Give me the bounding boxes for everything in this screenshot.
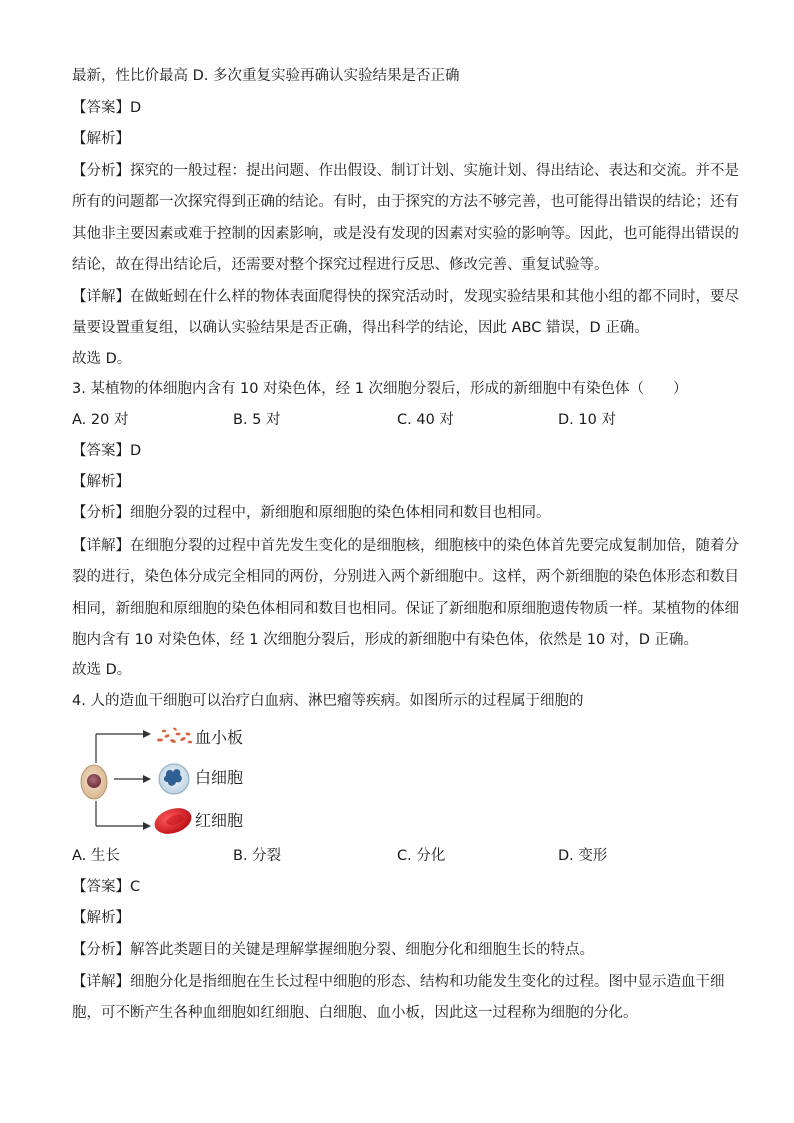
platelet-label: 血小板	[195, 728, 244, 747]
q3-option-c: C. 40 对	[397, 412, 454, 428]
question-4: 4. 人的造血干细胞可以治疗白血病、淋巴瘤等疾病。如图所示的过程属于细胞的	[72, 693, 584, 709]
answer-line: 【答案】C	[72, 879, 141, 895]
cell-differentiation-diagram	[72, 720, 332, 845]
text-line: 胞内含有 10 对染色体，经 1 次细胞分裂后，形成的新细胞中有染色体，依然是 10 对，D 正确。	[72, 632, 699, 648]
text-line: 故选 D。	[72, 662, 132, 678]
text-line: 结论，故在得出结论后，还需要对整个探究过程进行反思、修改完善、重复试验等。	[72, 257, 609, 273]
analysis-heading: 【解析】	[72, 474, 130, 490]
analysis-heading: 【解析】	[72, 131, 130, 147]
q3-option-d: D. 10 对	[558, 412, 616, 428]
q4-option-a: A. 生长	[72, 848, 120, 864]
text-line: 所有的问题都一次探究得到正确的结论。有时，由于探究的方法不够完善，也可能得出错误的结论；还有	[72, 194, 739, 210]
stem-cell-icon	[81, 765, 107, 799]
white-blood-cell-icon	[159, 764, 189, 794]
answer-line: 【答案】D	[72, 443, 142, 459]
q4-option-d: D. 变形	[558, 848, 608, 864]
text-line: 【详解】细胞分化是指细胞在生长过程中细胞的形态、结构和功能发生变化的过程。图中显示造血干细	[72, 974, 725, 990]
q4-option-c: C. 分化	[397, 848, 446, 864]
q4-option-b: B. 分裂	[233, 848, 282, 864]
text-line: 【详解】在细胞分裂的过程中首先发生变化的是细胞核，细胞核中的染色体首先要完成复制加倍，随着分	[72, 538, 739, 554]
platelet-icon	[157, 727, 192, 744]
text-line: 【分析】细胞分裂的过程中，新细胞和原细胞的染色体相同和数目也相同。	[72, 505, 551, 521]
q3-option-b: B. 5 对	[233, 412, 281, 428]
red-blood-cell-icon	[151, 804, 195, 839]
text-line: 裂的进行，染色体分成完全相同的两份，分别进入两个新细胞中。这样，两个新细胞的染色体形态和数目	[72, 569, 739, 585]
text-line: 【分析】解答此类题目的关键是理解掌握细胞分裂、细胞分化和细胞生长的特点。	[72, 942, 594, 958]
text-line: 故选 D。	[72, 351, 132, 367]
question-3: 3. 某植物的体细胞内含有 10 对染色体，经 1 次细胞分裂后，形成的新细胞中有染色体（ ）	[72, 381, 688, 397]
q3-option-a: A. 20 对	[72, 412, 129, 428]
text-line: 【详解】在做蚯蚓在什么样的物体表面爬得快的探究活动时，发现实验结果和其他小组的都不同时，要尽	[72, 289, 739, 305]
arrow-heads	[143, 730, 151, 830]
text-line: 【分析】探究的一般过程：提出问题、作出假设、制订计划、实施计划、得出结论、表达和交流。并不是	[72, 163, 739, 179]
text-line: 最新，性比价最高 D. 多次重复实验再确认实验结果是否正确	[72, 68, 460, 84]
text-line: 胞，可不断产生各种血细胞如红细胞、白细胞、血小板，因此这一过程称为细胞的分化。	[72, 1005, 638, 1021]
analysis-heading: 【解析】	[72, 910, 130, 926]
text-line: 相同，新细胞和原细胞的染色体相同和数目也相同。保证了新细胞和原细胞遗传物质一样。某植物的体细	[72, 601, 739, 617]
red-blood-cell-label: 红细胞	[195, 811, 244, 830]
text-line: 量要设置重复组，以确认实验结果是否正确，得出科学的结论，因此 ABC 错误，D 正确。	[72, 320, 649, 336]
text-line: 其他非主要因素或难于控制的因素影响，或是没有发现的因素对实验的影响等。因此，也可能得出错误的	[72, 226, 739, 242]
answer-line: 【答案】D	[72, 100, 142, 116]
white-blood-cell-label: 白细胞	[195, 768, 244, 787]
